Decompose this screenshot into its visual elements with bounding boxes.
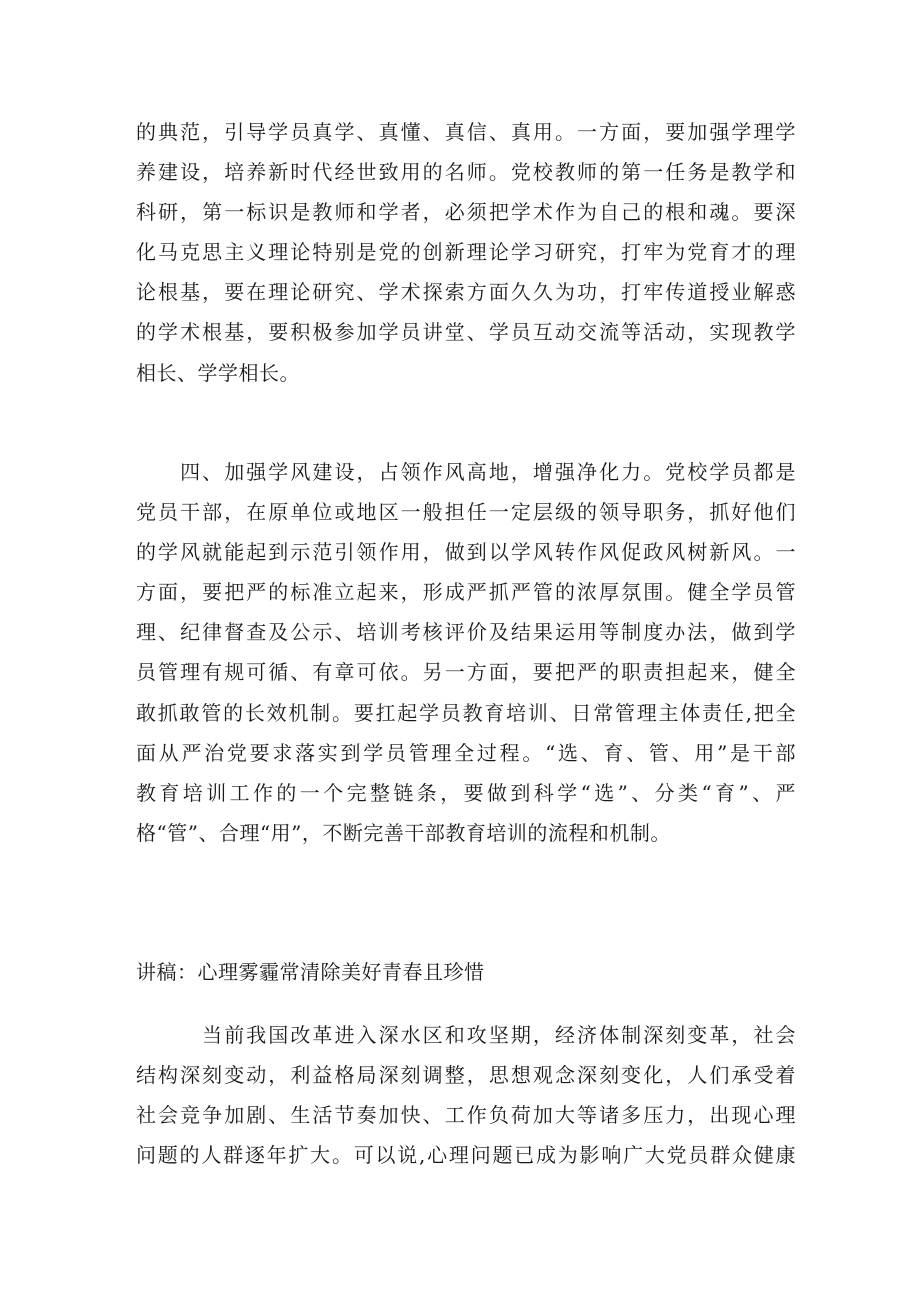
text-line: 当前我国改革进入深水区和攻坚期，经济体制深刻变革，社会 <box>136 1023 796 1047</box>
text-line: 社会竞争加剧、生活节奏加快、工作负荷加大等诸多压力，出现心理 <box>136 1103 796 1128</box>
text-line: 教育培训工作的一个完整链条，要做到科学“选”、分类“育”、严 <box>136 780 796 805</box>
text-line: 四、加强学风建设，占领作风高地，增强净化力。党校学员都是 <box>136 460 796 484</box>
text-line: 问题的人群逐年扩大。可以说,心理问题已成为影响广大党员群众健康 <box>136 1143 796 1168</box>
text-line: 相长、学学相长。 <box>136 360 300 385</box>
text-line: 理、纪律督查及公示、培训考核评价及结果运用等制度办法，做到学 <box>136 620 796 645</box>
text-line: 科研，第一标识是教师和学者，必须把学术作为自己的根和魂。要深 <box>136 200 796 225</box>
paragraph-mental-health <box>136 1015 796 1175</box>
text-line: 养建设，培养新时代经世致用的名师。党校教师的第一任务是教学和 <box>136 160 796 185</box>
text-line: 结构深刻变动，利益格局深刻调整，思想观念深刻变化，人们承受着 <box>136 1063 796 1088</box>
text-line: 员管理有规可循、有章可依。另一方面，要把严的职责担起来，健全 <box>136 660 796 685</box>
text-line: 党员干部，在原单位或地区一般担任一定层级的领导职务，抓好他们 <box>136 500 796 525</box>
text-line: 面从严治党要求落实到学员管理全过程。“选、育、管、用”是干部 <box>136 740 796 765</box>
paragraph-study-style <box>136 452 796 853</box>
text-line: 的学风就能起到示范引领作用，做到以学风转作风促政风树新风。一 <box>136 540 796 565</box>
text-line: 敢抓敢管的长效机制。要扛起学员教育培训、日常管理主体责任,把全 <box>136 700 796 725</box>
text-line: 的典范，引导学员真学、真懂、真信、真用。一方面，要加强学理学 <box>136 120 796 144</box>
text-line: 格“管”、合理“用”，不断完善干部教育培训的流程和机制。 <box>136 820 671 845</box>
paragraph-teacher-scholarship <box>136 112 796 393</box>
text-line: 论根基，要在理论研究、学术探索方面久久为功，打牢传道授业解惑 <box>136 280 796 305</box>
text-line: 化马克思主义理论特别是党的创新理论学习研究，打牢为党育才的理 <box>136 240 796 265</box>
text-line: 方面，要把严的标准立起来，形成严抓严管的浓厚氛围。健全学员管 <box>136 580 796 605</box>
text-line: 的学术根基，要积极参加学员讲堂、学员互动交流等活动，实现教学 <box>136 320 796 345</box>
section-heading: 讲稿：心理雾霾常清除美好青春且珍惜 <box>136 960 485 984</box>
